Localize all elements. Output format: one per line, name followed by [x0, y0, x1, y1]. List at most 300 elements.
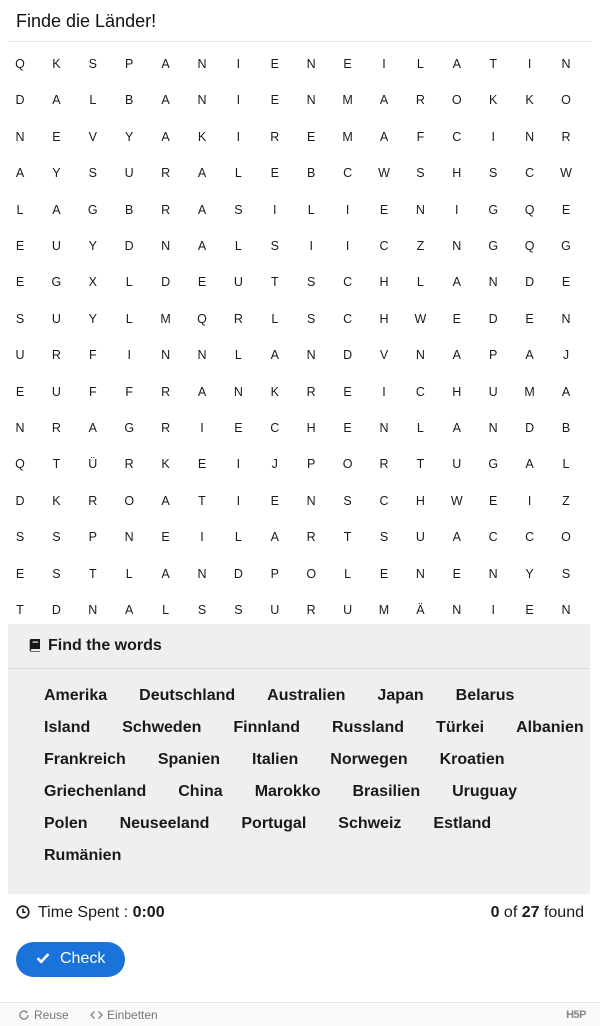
grid-cell[interactable]: A: [197, 239, 207, 253]
grid-cell[interactable]: I: [236, 493, 241, 508]
grid-cell[interactable]: A: [452, 275, 461, 290]
grid-cell[interactable]: C: [343, 311, 353, 326]
grid-cell[interactable]: R: [161, 421, 171, 435]
grid-cell[interactable]: O: [561, 530, 571, 545]
grid-cell[interactable]: L: [344, 566, 352, 581]
grid-cell[interactable]: C: [452, 129, 462, 144]
words-panel: [8, 624, 590, 894]
grid-cell[interactable]: A: [161, 129, 170, 144]
grid-cell[interactable]: D: [161, 275, 171, 290]
check-button[interactable]: [16, 942, 125, 977]
word-item: Deutschland: [139, 687, 236, 704]
grid-cell[interactable]: H: [452, 384, 462, 399]
grid-row: [0, 82, 600, 118]
grid-cell[interactable]: A: [161, 93, 170, 108]
grid-cell[interactable]: E: [379, 566, 389, 581]
grid-cell[interactable]: F: [416, 129, 425, 144]
embed-button[interactable]: [90, 1008, 158, 1022]
grid-cell[interactable]: T: [343, 530, 352, 545]
grid-cell[interactable]: H: [415, 493, 425, 508]
grid-cell[interactable]: D: [525, 275, 535, 290]
grid-cell[interactable]: A: [161, 566, 170, 581]
words-panel-title: Find the words: [48, 637, 162, 654]
word-item: Italien: [252, 751, 299, 768]
grid-cell[interactable]: N: [379, 421, 389, 435]
grid-cell[interactable]: H: [379, 311, 389, 326]
grid-cell[interactable]: A: [525, 457, 534, 472]
grid-cell[interactable]: A: [52, 202, 61, 217]
grid-cell[interactable]: M: [378, 603, 390, 617]
grid-cell[interactable]: C: [343, 275, 353, 290]
grid-cell[interactable]: A: [452, 530, 461, 545]
grid-cell[interactable]: P: [270, 566, 279, 581]
grid-cell[interactable]: K: [489, 93, 498, 108]
grid-cell[interactable]: T: [270, 275, 279, 290]
grid-cell[interactable]: N: [452, 239, 462, 253]
grid-cell[interactable]: Q: [15, 457, 25, 472]
grid-cell[interactable]: J: [562, 348, 570, 363]
grid-cell[interactable]: E: [343, 421, 352, 435]
grid-cell[interactable]: D: [124, 239, 134, 253]
grid-cell[interactable]: M: [160, 311, 171, 326]
grid-cell[interactable]: E: [15, 275, 25, 290]
grid-cell[interactable]: H: [306, 421, 316, 435]
grid-cell[interactable]: E: [489, 493, 498, 508]
grid-cell[interactable]: T: [52, 457, 61, 472]
grid-cell[interactable]: L: [271, 311, 279, 326]
grid-cell[interactable]: U: [51, 311, 61, 326]
grid-cell[interactable]: S: [88, 166, 97, 181]
grid-cell[interactable]: R: [306, 384, 316, 399]
grid-cell[interactable]: J: [271, 457, 278, 472]
grid-cell[interactable]: N: [561, 603, 571, 617]
grid-cell[interactable]: D: [15, 93, 25, 108]
word-item: Neuseeland: [119, 815, 210, 832]
grid-cell[interactable]: R: [233, 311, 243, 326]
grid-cell[interactable]: Y: [88, 311, 97, 326]
grid-cell[interactable]: C: [488, 530, 498, 545]
grid-cell[interactable]: E: [15, 384, 25, 399]
grid-cell[interactable]: P: [88, 530, 97, 545]
grid-cell[interactable]: E: [379, 202, 389, 217]
grid-cell[interactable]: N: [306, 493, 316, 508]
grid-cell[interactable]: K: [197, 129, 207, 144]
grid-cell[interactable]: E: [15, 566, 25, 581]
grid-cell[interactable]: E: [525, 311, 534, 326]
grid-cell[interactable]: W: [560, 166, 572, 181]
grid-cell[interactable]: N: [124, 530, 134, 545]
grid-cell[interactable]: A: [561, 384, 571, 399]
grid-cell[interactable]: R: [88, 493, 98, 508]
grid-cell[interactable]: V: [379, 348, 389, 363]
grid-cell[interactable]: K: [525, 93, 534, 108]
grid-cell[interactable]: L: [125, 311, 133, 326]
grid-cell[interactable]: D: [51, 603, 61, 617]
grid-cell[interactable]: M: [342, 129, 353, 144]
grid-cell[interactable]: N: [161, 239, 171, 253]
grid-cell[interactable]: S: [561, 566, 571, 581]
time-spent: [16, 904, 165, 924]
grid-cell[interactable]: C: [379, 239, 389, 253]
grid-cell[interactable]: Z: [562, 493, 570, 508]
grid-cell[interactable]: T: [88, 566, 97, 581]
grid-cell[interactable]: L: [562, 457, 570, 472]
grid-cell[interactable]: O: [342, 457, 353, 472]
grid-cell[interactable]: N: [161, 348, 171, 363]
found-of: of: [499, 904, 522, 921]
grid-cell[interactable]: Z: [416, 239, 425, 253]
grid-cell[interactable]: C: [270, 421, 280, 435]
grid-cell[interactable]: K: [52, 493, 61, 508]
grid-cell[interactable]: T: [416, 457, 425, 472]
grid-cell[interactable]: G: [488, 239, 499, 253]
grid-cell[interactable]: E: [343, 57, 352, 71]
grid-cell[interactable]: G: [51, 275, 62, 290]
grid-cell[interactable]: B: [561, 421, 571, 435]
grid-cell[interactable]: I: [527, 493, 532, 508]
grid-cell[interactable]: K: [52, 57, 61, 71]
grid-row: [0, 337, 600, 373]
grid-cell[interactable]: S: [489, 166, 498, 181]
grid-cell[interactable]: S: [15, 530, 25, 545]
letter-grid[interactable]: [0, 46, 600, 624]
grid-cell[interactable]: N: [561, 57, 571, 71]
word-item: China: [178, 783, 223, 800]
grid-cell[interactable]: S: [343, 493, 352, 508]
grid-cell[interactable]: F: [125, 384, 133, 399]
grid-cell[interactable]: C: [525, 166, 535, 181]
grid-cell[interactable]: L: [416, 57, 424, 71]
grid-cell[interactable]: E: [307, 129, 316, 144]
word-item: Schweden: [122, 719, 202, 736]
grid-cell[interactable]: I: [127, 348, 131, 363]
grid-cell[interactable]: D: [15, 493, 25, 508]
grid-cell[interactable]: S: [88, 57, 97, 71]
grid-cell[interactable]: G: [488, 202, 499, 217]
grid-cell[interactable]: L: [125, 275, 133, 290]
grid-cell[interactable]: I: [382, 57, 386, 71]
grid-cell[interactable]: Y: [525, 566, 534, 581]
grid-cell[interactable]: E: [561, 202, 571, 217]
grid-cell[interactable]: B: [125, 202, 134, 217]
grid-cell[interactable]: K: [270, 384, 279, 399]
grid-cell[interactable]: Y: [88, 239, 97, 253]
grid-cell[interactable]: L: [234, 166, 242, 181]
word-row: [44, 750, 537, 782]
grid-cell[interactable]: N: [197, 566, 207, 581]
grid-cell[interactable]: N: [15, 421, 25, 435]
grid-cell[interactable]: O: [451, 93, 462, 108]
grid-cell[interactable]: U: [452, 457, 462, 472]
grid-cell[interactable]: R: [124, 457, 134, 472]
grid-cell[interactable]: E: [161, 530, 170, 545]
time-label: Time Spent :: [38, 904, 133, 921]
grid-cell[interactable]: B: [125, 93, 134, 108]
grid-cell[interactable]: T: [198, 493, 206, 508]
grid-cell[interactable]: Q: [524, 202, 535, 217]
grid-cell[interactable]: L: [89, 93, 97, 108]
grid-cell[interactable]: O: [306, 566, 317, 581]
grid-cell[interactable]: A: [161, 493, 170, 508]
grid-cell[interactable]: S: [15, 311, 25, 326]
grid-cell[interactable]: F: [88, 348, 97, 363]
grid-cell[interactable]: R: [161, 384, 171, 399]
grid-cell[interactable]: U: [343, 603, 353, 617]
grid-cell[interactable]: N: [488, 566, 498, 581]
grid-cell[interactable]: E: [452, 566, 461, 581]
grid-cell[interactable]: A: [197, 166, 207, 181]
grid-cell[interactable]: R: [379, 457, 389, 472]
grid-cell[interactable]: Q: [197, 311, 207, 326]
grid-cell[interactable]: I: [491, 129, 495, 144]
grid-cell[interactable]: N: [488, 275, 498, 290]
grid-cell[interactable]: A: [452, 421, 461, 435]
grid-cell[interactable]: B: [307, 166, 316, 181]
word-item: Griechenland: [44, 783, 147, 800]
grid-cell[interactable]: E: [525, 603, 534, 617]
grid-cell[interactable]: I: [236, 129, 241, 144]
word-item: Rumänien: [44, 847, 122, 864]
grid-cell[interactable]: M: [342, 93, 353, 108]
grid-cell[interactable]: Q: [15, 57, 25, 71]
grid-cell[interactable]: W: [450, 493, 463, 508]
grid-cell[interactable]: D: [525, 421, 535, 435]
grid-cell[interactable]: E: [452, 311, 461, 326]
grid-cell[interactable]: L: [416, 421, 424, 435]
grid-cell[interactable]: V: [88, 129, 97, 144]
found-suffix: found: [539, 904, 584, 921]
grid-cell[interactable]: N: [15, 129, 25, 144]
grid-cell[interactable]: I: [236, 93, 241, 108]
grid-cell[interactable]: L: [234, 239, 242, 253]
grid-cell[interactable]: S: [307, 275, 316, 290]
word-row: [44, 814, 523, 846]
word-item: Belarus: [455, 687, 515, 704]
grid-cell[interactable]: P: [489, 348, 498, 363]
found-counter: [491, 904, 584, 922]
grid-cell[interactable]: E: [234, 421, 243, 435]
grid-cell[interactable]: E: [270, 493, 279, 508]
grid-cell[interactable]: I: [455, 202, 459, 217]
grid-cell[interactable]: C: [379, 493, 389, 508]
grid-cell[interactable]: E: [15, 239, 25, 253]
grid-cell[interactable]: P: [125, 57, 134, 71]
grid-row: [0, 46, 600, 82]
grid-cell[interactable]: U: [15, 348, 25, 363]
grid-cell[interactable]: L: [416, 275, 424, 290]
grid-cell[interactable]: N: [306, 348, 316, 363]
grid-cell[interactable]: E: [561, 275, 571, 290]
grid-cell[interactable]: S: [52, 566, 61, 581]
grid-cell[interactable]: C: [415, 384, 425, 399]
word-item: Amerika: [44, 687, 108, 704]
grid-cell[interactable]: S: [52, 530, 61, 545]
grid-cell[interactable]: A: [525, 348, 534, 363]
grid-cell[interactable]: A: [452, 57, 461, 71]
grid-cell[interactable]: I: [236, 57, 241, 71]
grid-cell[interactable]: O: [124, 493, 135, 508]
grid-cell[interactable]: A: [197, 202, 207, 217]
grid-cell[interactable]: U: [488, 384, 498, 399]
grid-cell[interactable]: A: [125, 603, 134, 617]
grid-cell[interactable]: R: [561, 129, 571, 144]
grid-cell[interactable]: N: [415, 348, 425, 363]
grid-cell[interactable]: L: [234, 530, 242, 545]
grid-cell[interactable]: L: [234, 348, 242, 363]
grid-row: [0, 301, 600, 337]
grid-cell[interactable]: T: [489, 57, 497, 71]
grid-cell[interactable]: L: [16, 202, 24, 217]
grid-cell[interactable]: A: [379, 129, 389, 144]
word-item: Spanien: [157, 751, 221, 768]
grid-cell[interactable]: N: [197, 348, 207, 363]
grid-cell[interactable]: F: [88, 384, 97, 399]
reuse-button[interactable]: [18, 1008, 69, 1022]
grid-row: [0, 592, 600, 628]
grid-cell[interactable]: I: [345, 202, 350, 217]
grid-cell[interactable]: L: [125, 566, 133, 581]
grid-cell[interactable]: C: [525, 530, 535, 545]
grid-cell[interactable]: I: [491, 603, 495, 617]
grid-cell[interactable]: E: [197, 275, 207, 290]
grid-cell[interactable]: N: [233, 384, 243, 399]
grid-cell[interactable]: N: [561, 311, 571, 326]
grid-row: [0, 192, 600, 228]
grid-cell[interactable]: E: [270, 166, 279, 181]
grid-row: [0, 264, 600, 300]
grid-cell[interactable]: W: [414, 311, 427, 326]
word-item: Uruguay: [452, 783, 517, 800]
word-item: Marokko: [254, 783, 321, 800]
grid-cell[interactable]: U: [51, 239, 61, 253]
grid-cell[interactable]: E: [197, 457, 207, 472]
word-item: Australien: [267, 687, 346, 704]
grid-cell[interactable]: O: [561, 93, 571, 108]
grid-cell[interactable]: H: [379, 275, 389, 290]
grid-cell[interactable]: U: [233, 275, 243, 290]
grid-cell[interactable]: R: [306, 530, 316, 545]
grid-cell[interactable]: D: [233, 566, 243, 581]
grid-cell[interactable]: N: [88, 603, 98, 617]
grid-cell[interactable]: E: [270, 93, 279, 108]
check-icon: [36, 951, 50, 969]
grid-cell[interactable]: E: [270, 57, 279, 71]
grid-cell[interactable]: A: [270, 530, 279, 545]
grid-cell[interactable]: U: [51, 384, 61, 399]
grid-cell[interactable]: Ä: [416, 603, 425, 617]
h5p-logo[interactable]: H5P: [566, 1009, 586, 1021]
grid-cell[interactable]: I: [345, 239, 350, 253]
grid-cell[interactable]: R: [161, 166, 171, 181]
grid-cell[interactable]: N: [306, 93, 316, 108]
grid-cell[interactable]: K: [161, 457, 170, 472]
grid-cell[interactable]: N: [197, 93, 207, 108]
grid-cell[interactable]: S: [416, 166, 425, 181]
grid-cell[interactable]: A: [15, 166, 25, 181]
grid-row: [0, 374, 600, 410]
grid-cell[interactable]: R: [51, 421, 61, 435]
book-icon: [28, 638, 42, 657]
grid-cell[interactable]: G: [124, 421, 135, 435]
grid-cell[interactable]: U: [124, 166, 134, 181]
word-item: Norwegen: [330, 751, 408, 768]
grid-cell[interactable]: R: [415, 93, 425, 108]
grid-cell[interactable]: A: [452, 348, 461, 363]
grid-cell[interactable]: R: [161, 202, 171, 217]
check-button-label: Check: [60, 950, 106, 967]
grid-cell[interactable]: G: [561, 239, 571, 253]
grid-cell[interactable]: S: [307, 311, 316, 326]
grid-cell[interactable]: T: [16, 603, 24, 617]
grid-cell[interactable]: N: [452, 603, 462, 617]
grid-cell[interactable]: R: [51, 348, 61, 363]
grid-cell[interactable]: E: [52, 129, 61, 144]
grid-cell[interactable]: I: [200, 421, 204, 435]
grid-cell[interactable]: S: [234, 202, 243, 217]
grid-cell[interactable]: M: [524, 384, 535, 399]
grid-cell[interactable]: S: [197, 603, 207, 617]
grid-cell[interactable]: D: [488, 311, 498, 326]
grid-cell[interactable]: X: [88, 275, 97, 290]
word-item: Finnland: [233, 719, 301, 736]
grid-cell[interactable]: I: [527, 57, 532, 71]
word-item: Frankreich: [44, 751, 126, 768]
grid-cell[interactable]: A: [197, 384, 207, 399]
grid-cell[interactable]: L: [307, 202, 315, 217]
grid-cell[interactable]: G: [87, 202, 98, 217]
grid-cell[interactable]: A: [88, 421, 97, 435]
grid-cell[interactable]: G: [488, 457, 499, 472]
grid-cell[interactable]: Y: [125, 129, 134, 144]
grid-cell[interactable]: N: [306, 57, 316, 71]
grid-cell[interactable]: D: [343, 348, 353, 363]
grid-cell[interactable]: A: [270, 348, 279, 363]
grid-cell[interactable]: N: [415, 566, 425, 581]
grid-cell[interactable]: N: [488, 421, 498, 435]
grid-cell[interactable]: S: [270, 239, 279, 253]
grid-cell[interactable]: E: [343, 384, 352, 399]
grid-cell[interactable]: S: [234, 603, 243, 617]
grid-cell[interactable]: I: [382, 384, 386, 399]
grid-cell[interactable]: C: [343, 166, 353, 181]
grid-cell[interactable]: R: [306, 603, 316, 617]
grid-cell[interactable]: N: [197, 57, 207, 71]
grid-cell[interactable]: W: [378, 166, 390, 181]
grid-cell[interactable]: U: [270, 603, 280, 617]
grid-cell[interactable]: I: [236, 457, 241, 472]
grid-cell[interactable]: A: [161, 57, 170, 71]
grid-cell[interactable]: Q: [524, 239, 535, 253]
word-item: Kroatien: [439, 751, 505, 768]
grid-cell[interactable]: A: [379, 93, 389, 108]
grid-cell[interactable]: I: [200, 530, 204, 545]
word-row: [44, 782, 549, 814]
grid-cell[interactable]: I: [309, 239, 313, 253]
grid-cell[interactable]: Ü: [88, 457, 98, 472]
grid-cell[interactable]: P: [307, 457, 316, 472]
grid-cell[interactable]: L: [162, 603, 170, 617]
word-item: Island: [44, 719, 91, 736]
grid-cell[interactable]: Y: [52, 166, 61, 181]
grid-cell[interactable]: A: [52, 93, 61, 108]
grid-cell[interactable]: N: [415, 202, 425, 217]
grid-cell[interactable]: H: [452, 166, 462, 181]
grid-cell[interactable]: R: [270, 129, 280, 144]
grid-cell[interactable]: I: [273, 202, 277, 217]
grid-cell[interactable]: N: [525, 129, 535, 144]
grid-cell[interactable]: S: [379, 530, 389, 545]
grid-cell[interactable]: U: [415, 530, 425, 545]
